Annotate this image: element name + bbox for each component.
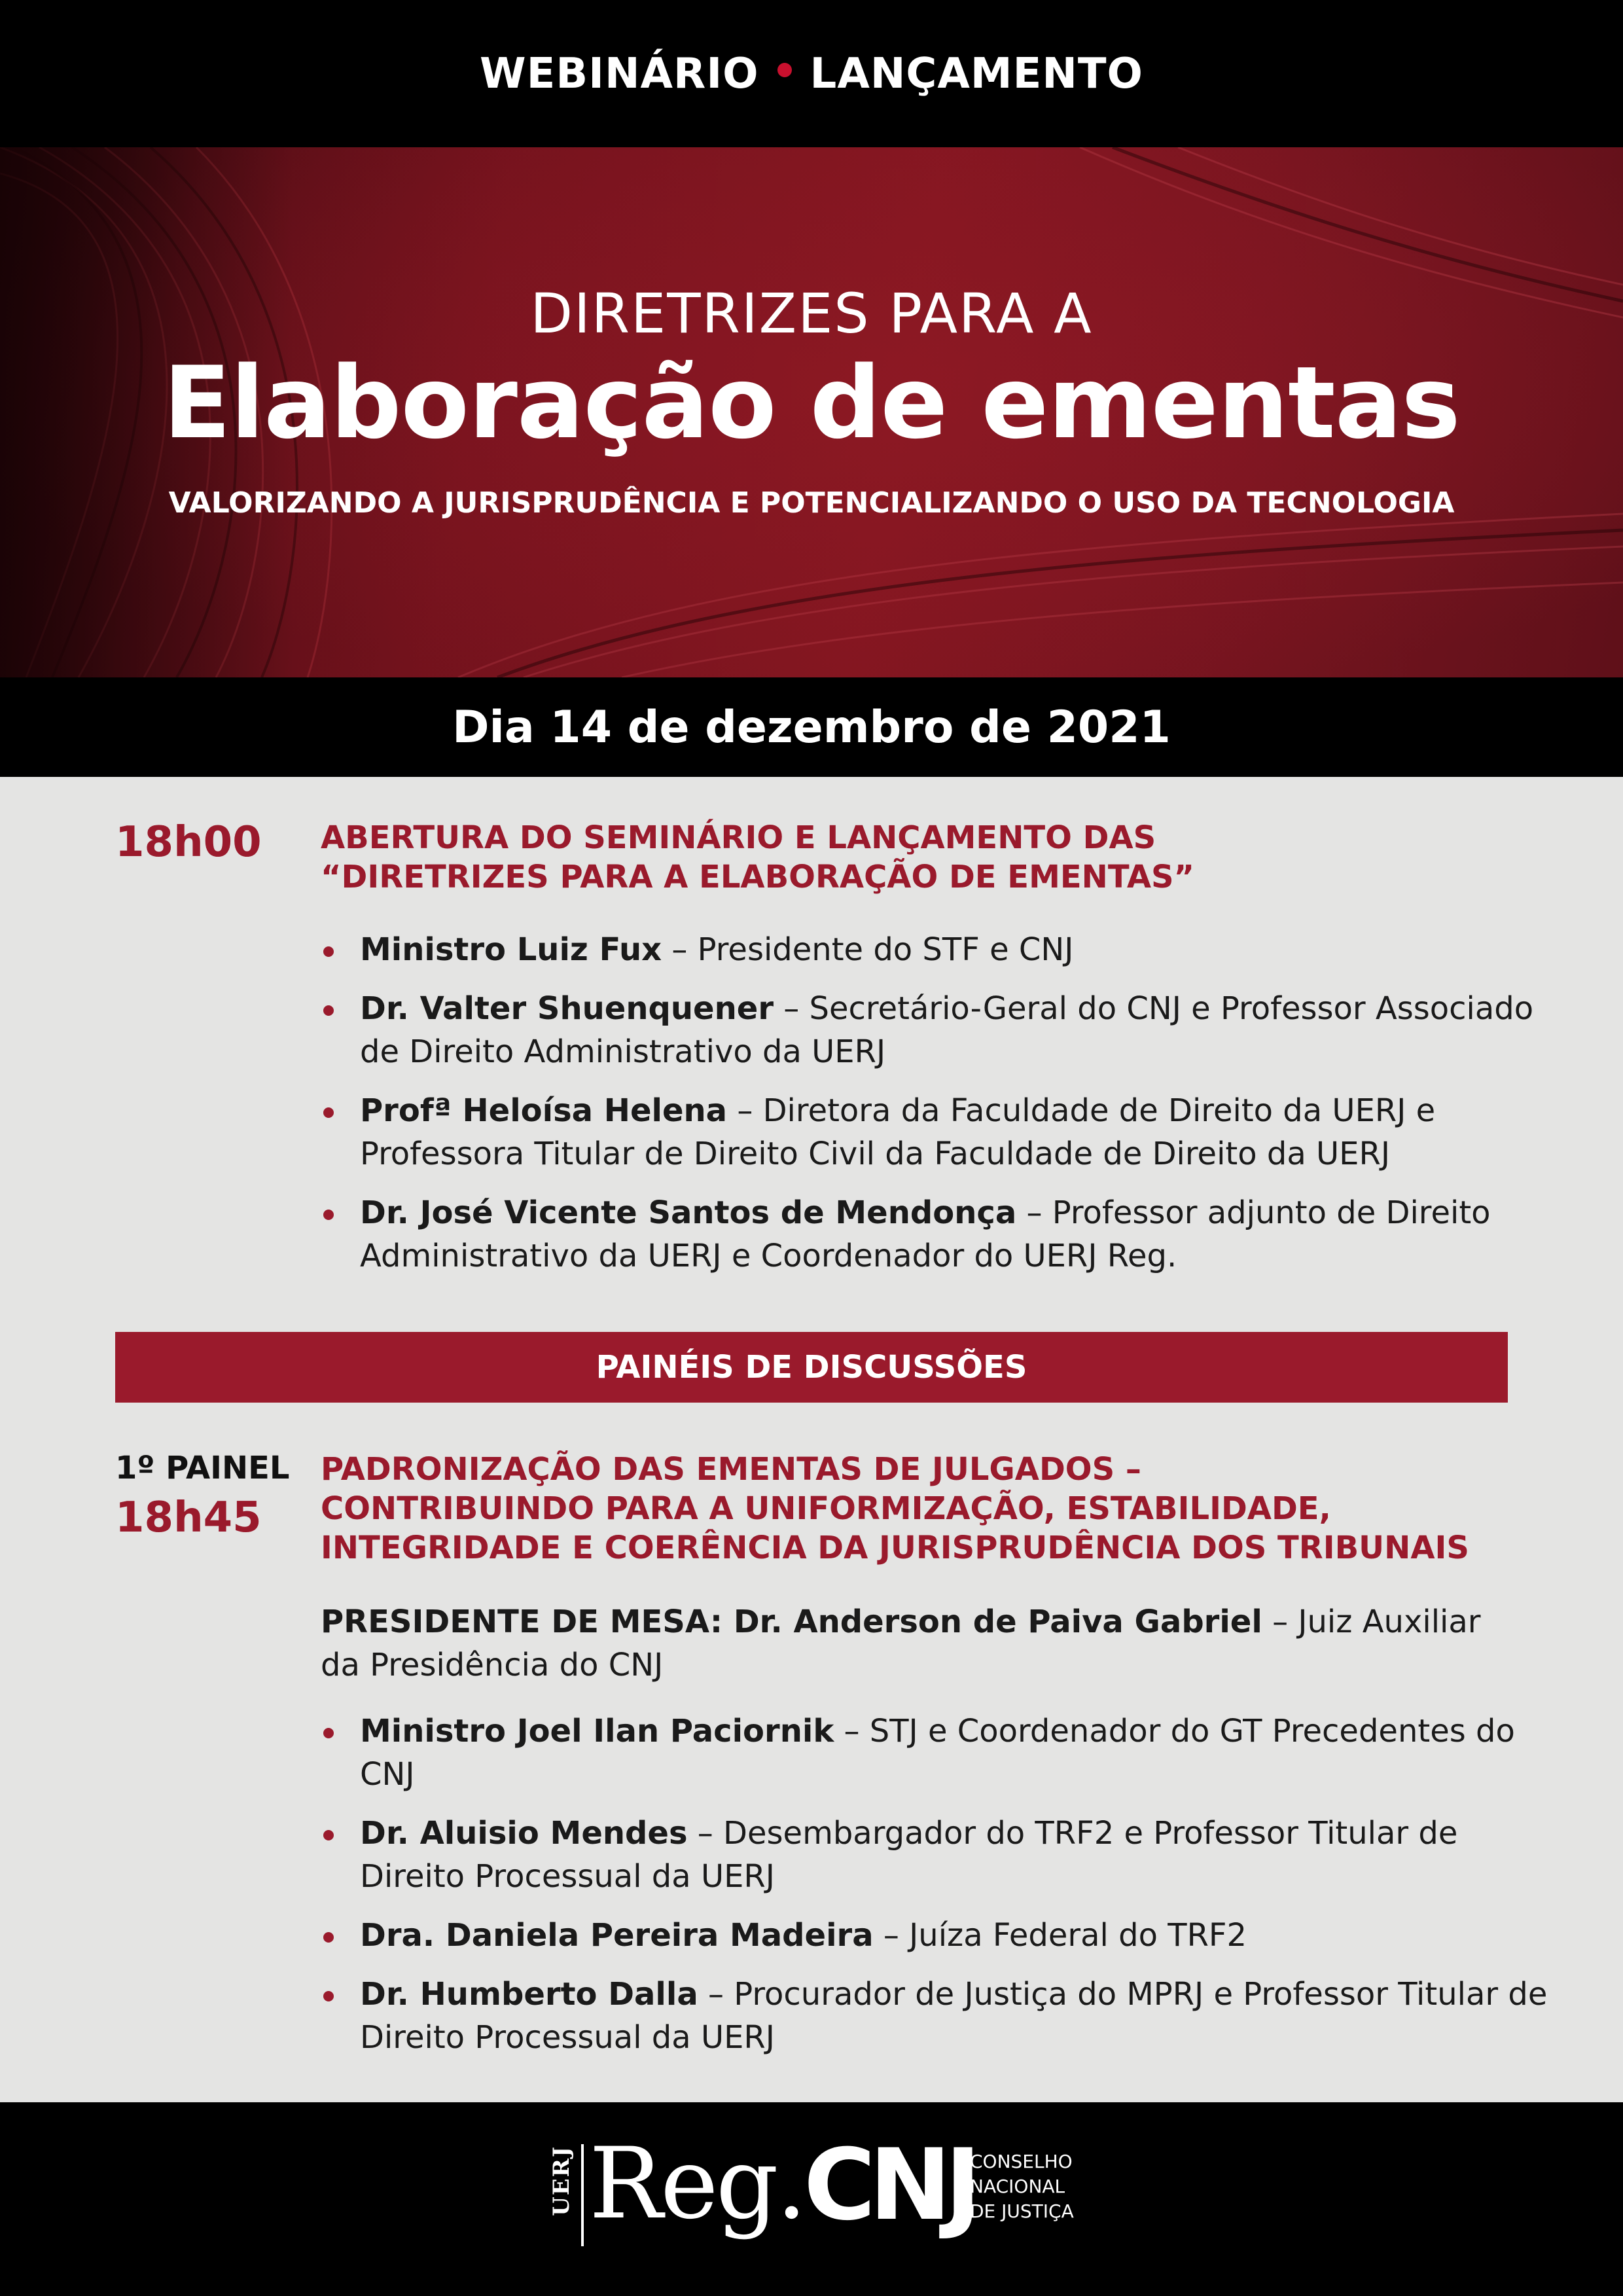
speaker-name: Dr. Valter Shuenquener [360, 990, 774, 1027]
opening-heading-line1: ABERTURA DO SEMINÁRIO E LANÇAMENTO DAS [321, 819, 1156, 856]
speaker-role: – Professor adjunto de Direito Administrativo da UERJ e Coordenador do UERJ Reg. [360, 1194, 1491, 1274]
panels-title: PAINÉIS DE DISCUSSÕES [596, 1349, 1027, 1386]
hero-title: Elaboração de ementas [163, 345, 1460, 461]
hero-subtitle: VALORIZANDO A JURISPRUDÊNCIA E POTENCIALIZANDO O USO DA TECNOLOGIA [168, 486, 1455, 520]
list-item [321, 987, 1551, 1073]
hero-pre-title: DIRETRIZES PARA A [530, 281, 1093, 346]
speaker-name: Profª Heloísa Helena [360, 1092, 728, 1129]
panels-title-bar [115, 1332, 1508, 1403]
dot-separator-icon [777, 63, 792, 77]
speaker-name: Dr. Humberto Dalla [360, 1976, 698, 2013]
top-bar [0, 0, 1623, 147]
panel1-heading-line1: PADRONIZAÇÃO DAS EMENTAS DE JULGADOS – [321, 1451, 1141, 1488]
speaker-name: Dra. Daniela Pereira Madeira [360, 1917, 874, 1954]
list-item [321, 1191, 1551, 1278]
panel1-heading-line3: INTEGRIDADE E COERÊNCIA DA JURISPRUDÊNCIA DOS TRIBUNAIS [321, 1530, 1469, 1566]
president-label: PRESIDENTE DE MESA: Dr. Anderson de Paiva Gabriel [321, 1604, 1262, 1640]
panel1-time: 18h45 [115, 1494, 262, 1542]
speaker-role: – Desembargador do TRF2 e Professor Titular de Direito Processual da UERJ [360, 1815, 1458, 1895]
speaker-role: – Diretora da Faculdade de Direito da UERJ e Professora Titular de Direito Civil da Faculdade de Direito da UERJ [360, 1092, 1436, 1172]
uerj-logo-text: UERJ [548, 2145, 575, 2216]
top-bar-left: WEBINÁRIO [480, 49, 759, 98]
cnj-logo-caption [970, 2149, 1074, 2224]
footer-logos [0, 2102, 1623, 2296]
speaker-role: – Secretário-Geral do CNJ e Professor Associado de Direito Administrativo da UERJ [360, 990, 1534, 1070]
speaker-role: – Presidente do STF e CNJ [662, 931, 1074, 968]
speaker-name: Ministro Joel Ilan Paciornik [360, 1713, 834, 1749]
reg-logo: Reg. [589, 2127, 805, 2241]
top-bar-right: LANÇAMENTO [810, 49, 1143, 98]
panel1-heading-line2: CONTRIBUINDO PARA A UNIFORMIZAÇÃO, ESTABILIDADE, [321, 1490, 1331, 1527]
cnj-caption-line2: NACIONAL [970, 2176, 1065, 2197]
panel1-label: 1º PAINEL [115, 1450, 290, 1486]
hero-banner [0, 147, 1623, 677]
speaker-role: – Juíza Federal do TRF2 [873, 1917, 1247, 1954]
opening-speakers-list [321, 928, 1551, 1293]
opening-heading [321, 818, 1551, 897]
cnj-logo: CNJ [804, 2128, 975, 2242]
logo-divider [581, 2144, 584, 2246]
list-item [321, 928, 1551, 971]
speaker-role: – STJ e Coordenador do GT Precedentes do CNJ [360, 1713, 1515, 1793]
list-item [321, 1089, 1551, 1175]
list-item [321, 1973, 1551, 2059]
cnj-caption-line1: CONSELHO [970, 2151, 1073, 2172]
president-role: – Juiz Auxiliar da Presidência do CNJ [321, 1604, 1481, 1683]
list-item [321, 1710, 1551, 1796]
speaker-role: – Procurador de Justiça do MPRJ e Professor Titular de Direito Processual da UERJ [360, 1976, 1548, 2056]
speaker-name: Dr. José Vicente Santos de Mendonça [360, 1194, 1017, 1231]
event-date: Dia 14 de dezembro de 2021 [452, 701, 1171, 753]
list-item [321, 1914, 1551, 1957]
panel1-speakers-list [321, 1710, 1551, 2075]
cnj-caption-line3: DE JUSTIÇA [970, 2200, 1074, 2222]
panel1-heading [321, 1450, 1551, 1568]
panel1-president [321, 1600, 1518, 1687]
opening-time: 18h00 [115, 818, 262, 867]
speaker-name: Ministro Luiz Fux [360, 931, 662, 968]
speaker-name: Dr. Aluisio Mendes [360, 1815, 688, 1852]
list-item [321, 1812, 1551, 1898]
date-bar [0, 677, 1623, 777]
opening-heading-line2: “DIRETRIZES PARA A ELABORAÇÃO DE EMENTAS” [321, 859, 1195, 895]
